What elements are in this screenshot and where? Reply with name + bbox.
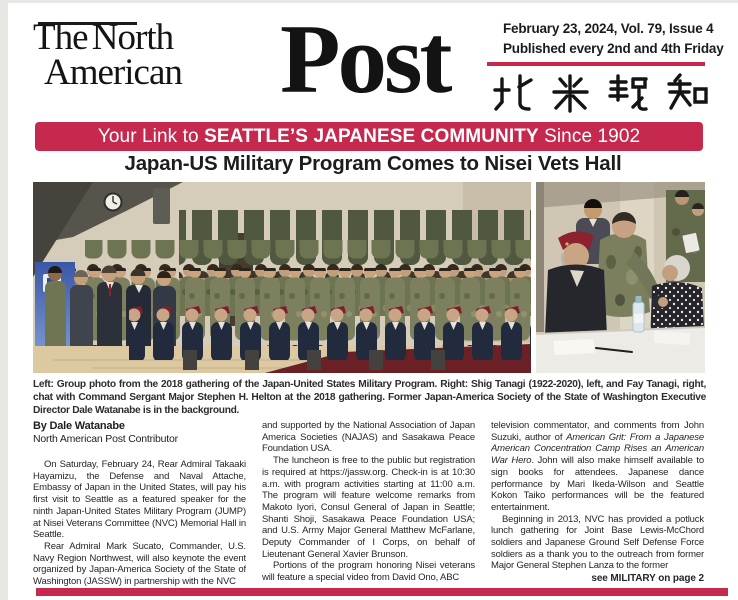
page-background — [8, 3, 738, 600]
continuation-notice: see MILITARY on page 2 — [591, 573, 704, 585]
masthead-logo-line1: The North — [33, 17, 174, 58]
veterans-chat-photo — [536, 182, 705, 373]
article-column-2 — [262, 420, 475, 588]
kanji-hoku — [495, 76, 531, 109]
publication-schedule-line: Published every 2nd and 4th Friday — [503, 41, 724, 56]
article-column-3 — [491, 420, 704, 588]
masthead-logo-post: Post — [280, 5, 450, 114]
paragraph: Portions of the program honoring Nisei veterans will feature a special video from David Ono, ABC — [262, 560, 475, 584]
banner-suffix: Since 1902 — [538, 126, 641, 147]
kanji-hou — [610, 76, 646, 109]
issue-date-line: February 23, 2024, Vol. 79, Issue 4 — [503, 21, 714, 36]
japanese-title-calligraphy — [490, 69, 712, 117]
wall-speaker — [153, 188, 170, 224]
red-underline-rule — [487, 62, 705, 66]
paragraph: On Saturday, February 24, Rear Admiral Takaaki Hayamizu, the Defense and Naval Attache, Embassy of Japan in the United States, will pay his first visit to Seattle as a featured speaker for the ninth Japan-United States Military Program (JUMP) at Nisei Veterans Committee (NVC) Memorial Hall in Seattle. — [33, 459, 246, 541]
article-column-1 — [33, 420, 246, 588]
banner-prefix: Your Link to — [97, 126, 205, 147]
group-photo — [33, 182, 531, 373]
paragraph: The luncheon is free to the public but registration is required at https://jassw.org. Check-in is at 10:30 a.m. with program activities starting at 11:00 a.m. The program will feature welcome remarks from Makoto Iyori, Consul General of Japan in Seattle; Shanti Shoji, Sasakawa Peace Foundation USA; and U.S. Army Major General Matthew McFarlane, Deputy Commander of I Corps, on behalf of Lieutenant General Xavier Brunson. — [262, 455, 475, 560]
photo-caption: Left: Group photo from the 2018 gathering of the Japan-United States Military Program. Right: Shig Tanagi (1922-2020), left, and Fay Tanagi, right, chat with Command Sergant Major Stephen H. Helton at the 2018 gathering. Former Japan-America Society of the State of Washington Executive Director Dale Watanabe is in the background. — [33, 379, 706, 416]
paragraph — [491, 420, 704, 514]
kanji-chi — [669, 75, 706, 108]
community-banner — [35, 122, 703, 151]
paragraph: Rear Admiral Mark Sucato, Commander, U.S. Navy Region Northwest, will also keynote the event organized by Japan-America Society of the State of Washington (JASSW) in partnership with the NVC — [33, 540, 246, 588]
banner-highlight: SEATTLE’S JAPANESE COMMUNITY — [204, 126, 539, 147]
paragraph-text: . John will also make himself available to sign books for attendees. Japanese dance performance by Mari Ikeda-Wilson and Seattle Kokon Taiko performances will be the featured entertainment. — [491, 455, 704, 513]
article-headline: Japan-US Military Program Comes to Nisei Vets Hall — [124, 152, 622, 175]
book-title: American Grit: From a Japanese American Concentration Camp Rises an American War Hero — [491, 431, 704, 467]
paragraph: and supported by the National Association of Japan America Societies (NAJAS) and Sasakawa Peace Foundation USA. — [262, 420, 475, 455]
byline-author: By Dale Watanabe — [33, 420, 125, 432]
byline-role: North American Post Contributor — [33, 433, 178, 445]
masthead-logo-line2: American — [44, 52, 182, 93]
article-body — [33, 420, 713, 588]
bottom-red-rule — [36, 588, 728, 596]
kanji-bei — [554, 76, 587, 111]
paragraph: Beginning in 2013, NVC has provided a potluck lunch gathering for Joint Base Lewis-McChord soldiers and Japanese Ground Self Defense Force soldiers as a thank you to the outreach from former Major General Stephen Lanza to the former — [491, 513, 704, 572]
paragraph-text: television commentator, and comments from John Suzuki, author of — [491, 420, 704, 443]
